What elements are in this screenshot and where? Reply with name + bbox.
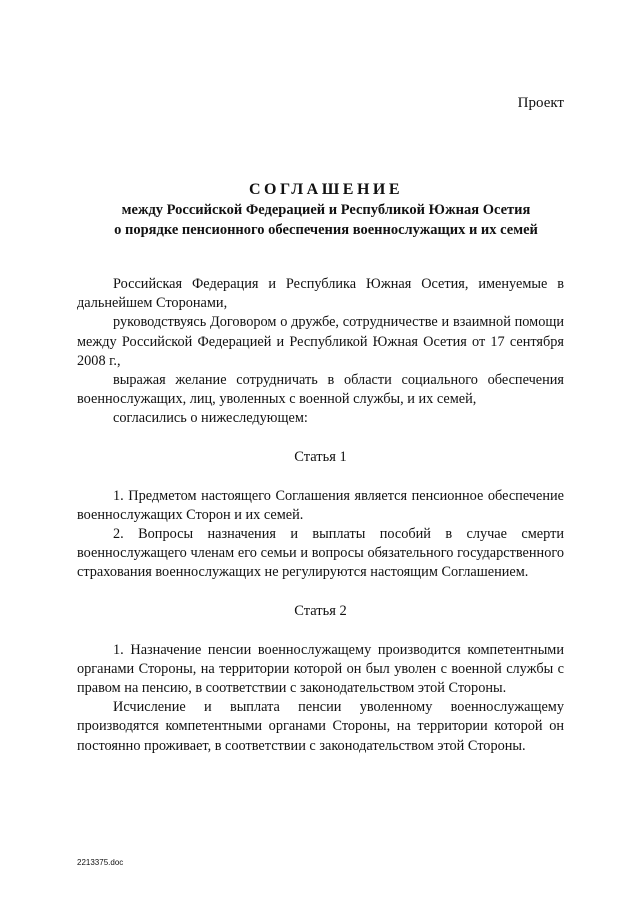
article-2-paragraph: 1. Назначение пенсии военнослужащему производится компетентными органами Стороны, на территории которой он был уволен с военной службы с правом на пенсию, в соответствии с законодательством этой Стороны. — [77, 641, 564, 697]
preamble-paragraph: руководствуясь Договором о дружбе, сотрудничестве и взаимной помощи между Российской Федерацией и Республикой Южная Осетия от 17 сентября 2008 г., — [77, 314, 564, 369]
file-name-footer: 2213375.doc — [77, 858, 124, 867]
preamble-paragraph: Российская Федерация и Республика Южная Осетия, именуемые в дальнейшем Сторонами, — [77, 276, 564, 312]
document-subtitle-line-1: между Российской Федерацией и Республикой Южная Осетия — [121, 202, 531, 218]
draft-status-label: Проект — [517, 95, 564, 111]
preamble-paragraph: выражая желание сотрудничать в области социального обеспечения военнослужащих, лиц, уволенных с военной службы, и их семей, — [77, 372, 564, 408]
document-body — [77, 275, 564, 756]
preamble-paragraph: согласились о нижеследующем: — [113, 410, 308, 427]
title-block — [0, 180, 640, 240]
article-1-paragraph: 1. Предметом настоящего Соглашения является пенсионное обеспечение военнослужащих Сторон и их семей. — [77, 487, 564, 523]
article-1-paragraph: 2. Вопросы назначения и выплаты пособий в случае смерти военнослужащего членам его семьи и вопросы обязательного государственного страхования военнослужащих не регулируются настоящим Соглашением. — [77, 526, 564, 581]
document-title: СОГЛАШЕНИЕ — [248, 181, 404, 198]
article-1-heading: Статья 1 — [294, 448, 347, 465]
article-2-paragraph: Исчисление и выплата пенсии уволенному военнослужащему производятся компетентными органами Стороны, на территории которой он постоянно проживает, в соответствии с законодательством этой Стороны. — [77, 699, 564, 754]
article-2-heading: Статья 2 — [294, 602, 347, 619]
document-subtitle-line-2: о порядке пенсионного обеспечения военнослужащих и их семей — [114, 222, 538, 238]
